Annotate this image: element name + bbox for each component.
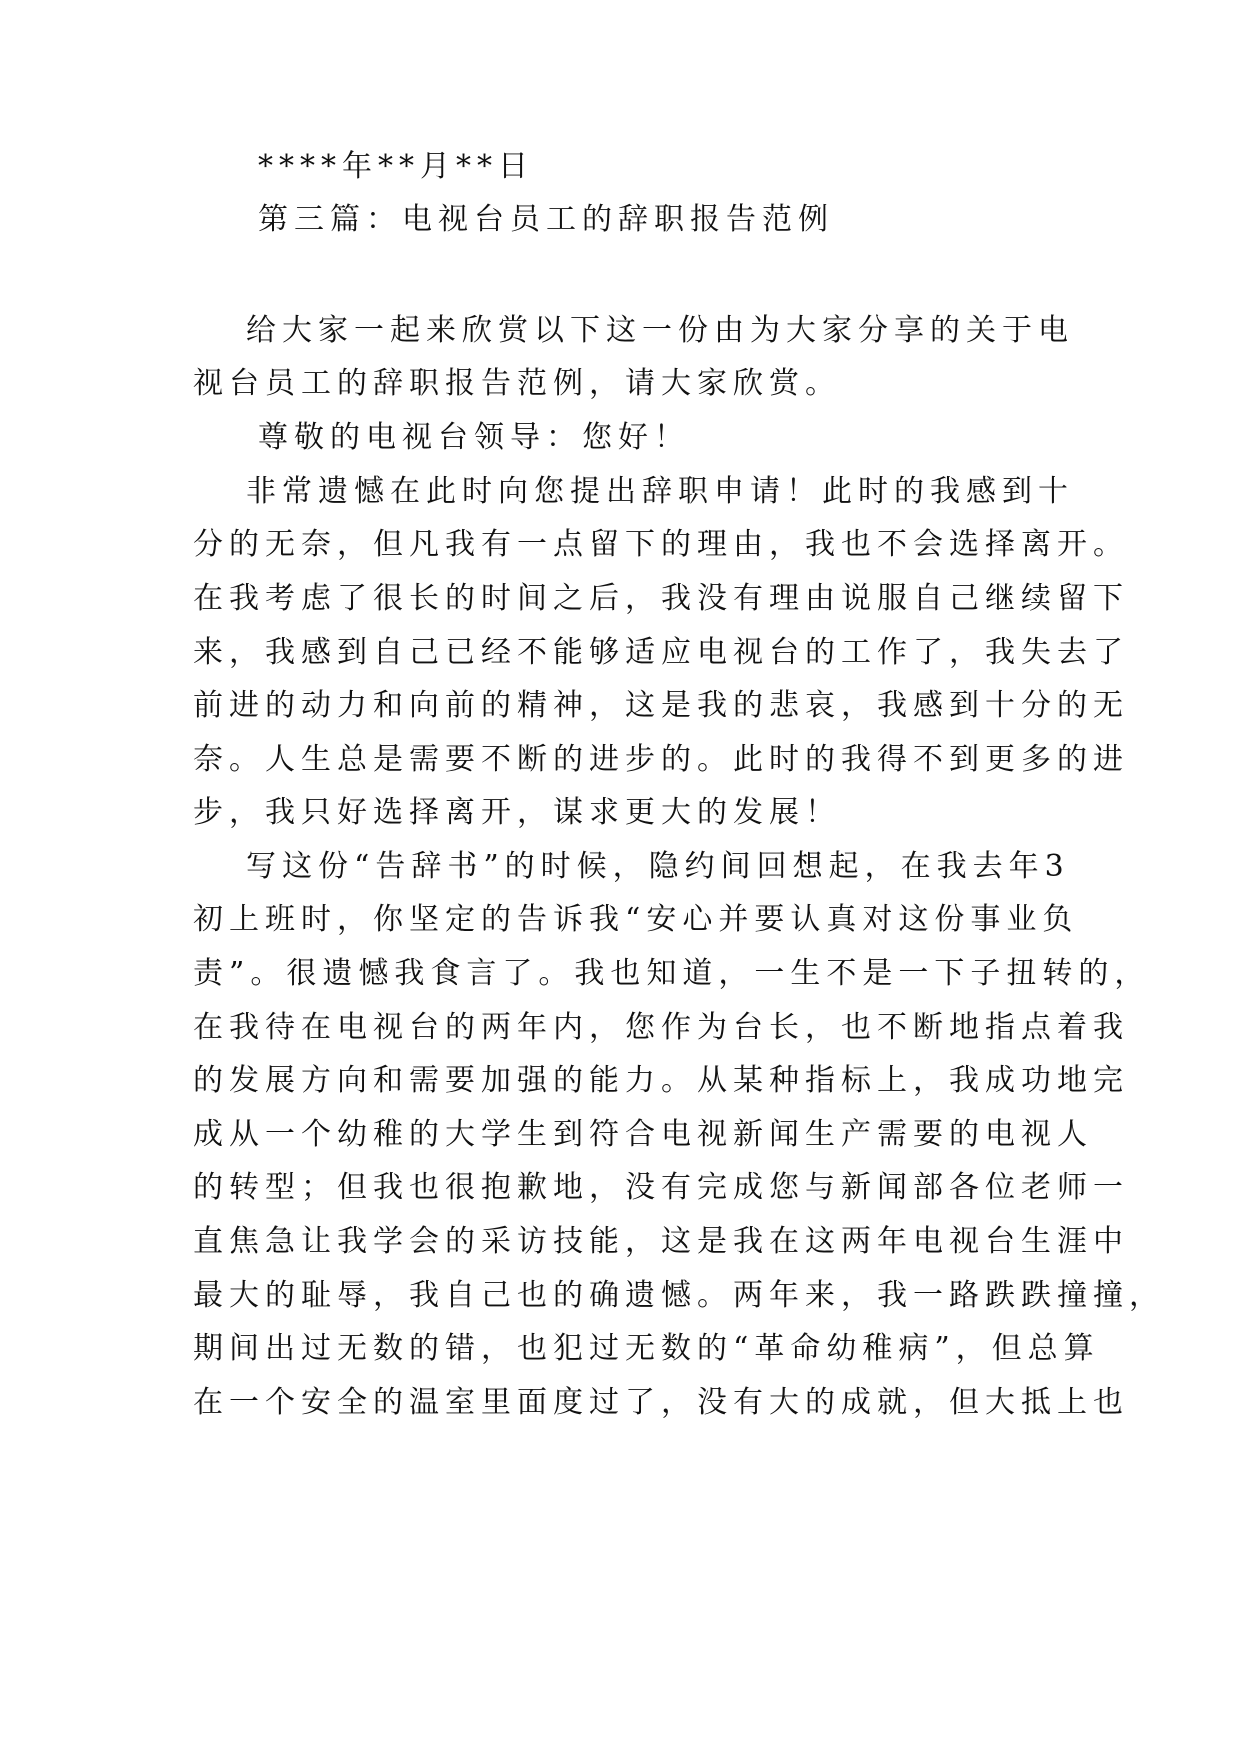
paragraph-line: 直焦急让我学会的采访技能，这是我在这两年电视台生涯中 [193,1224,1129,1259]
intro-line: 给大家一起来欣赏以下这一份由为大家分享的关于电 [246,313,1074,348]
salutation: 尊敬的电视台领导：您好！ [258,420,690,455]
paragraph-line: 前进的动力和向前的精神，这是我的悲哀，我感到十分的无 [193,688,1129,723]
paragraph-line: 来，我感到自己已经不能够适应电视台的工作了，我失去了 [193,635,1129,670]
paragraph-line: 奈。人生总是需要不断的进步的。此时的我得不到更多的进 [193,742,1129,777]
paragraph-line: 分的无奈，但凡我有一点留下的理由，我也不会选择离开。 [193,527,1129,562]
paragraph-line: 步，我只好选择离开，谋求更大的发展！ [193,795,841,830]
intro-line: 视台员工的辞职报告范例，请大家欣赏。 [193,366,841,401]
section-heading: 第三篇：电视台员工的辞职报告范例 [258,202,834,237]
paragraph-line: 期间出过无数的错，也犯过无数的“革命幼稚病”，但总算 [193,1331,1100,1366]
paragraph-line: 非常遗憾在此时向您提出辞职申请！此时的我感到十 [246,474,1074,509]
paragraph-line: 成从一个幼稚的大学生到符合电视新闻生产需要的电视人 [193,1117,1093,1152]
paragraph-line: 写这份“告辞书”的时候，隐约间回想起，在我去年3 [246,849,1070,884]
paragraph-line: 的转型；但我也很抱歉地，没有完成您与新闻部各位老师一 [193,1170,1129,1205]
paragraph-line: 的发展方向和需要加强的能力。从某种指标上，我成功地完 [193,1063,1129,1098]
paragraph-line: 初上班时，你坚定的告诉我“安心并要认真对这份事业负 [193,902,1079,937]
paragraph-line: 在一个安全的温室里面度过了，没有大的成就，但大抵上也 [193,1385,1129,1420]
paragraph-line: 在我考虑了很长的时间之后，我没有理由说服自己继续留下 [193,581,1129,616]
paragraph-line: 责”。很遗憾我食言了。我也知道，一生不是一下子扭转的， [193,956,1151,991]
paragraph-line: 最大的耻辱，我自己也的确遗憾。两年来，我一路跌跌撞撞， [193,1278,1165,1313]
date-line: ****年**月**日 [258,149,534,184]
paragraph-line: 在我待在电视台的两年内，您作为台长，也不断地指点着我 [193,1010,1129,1045]
